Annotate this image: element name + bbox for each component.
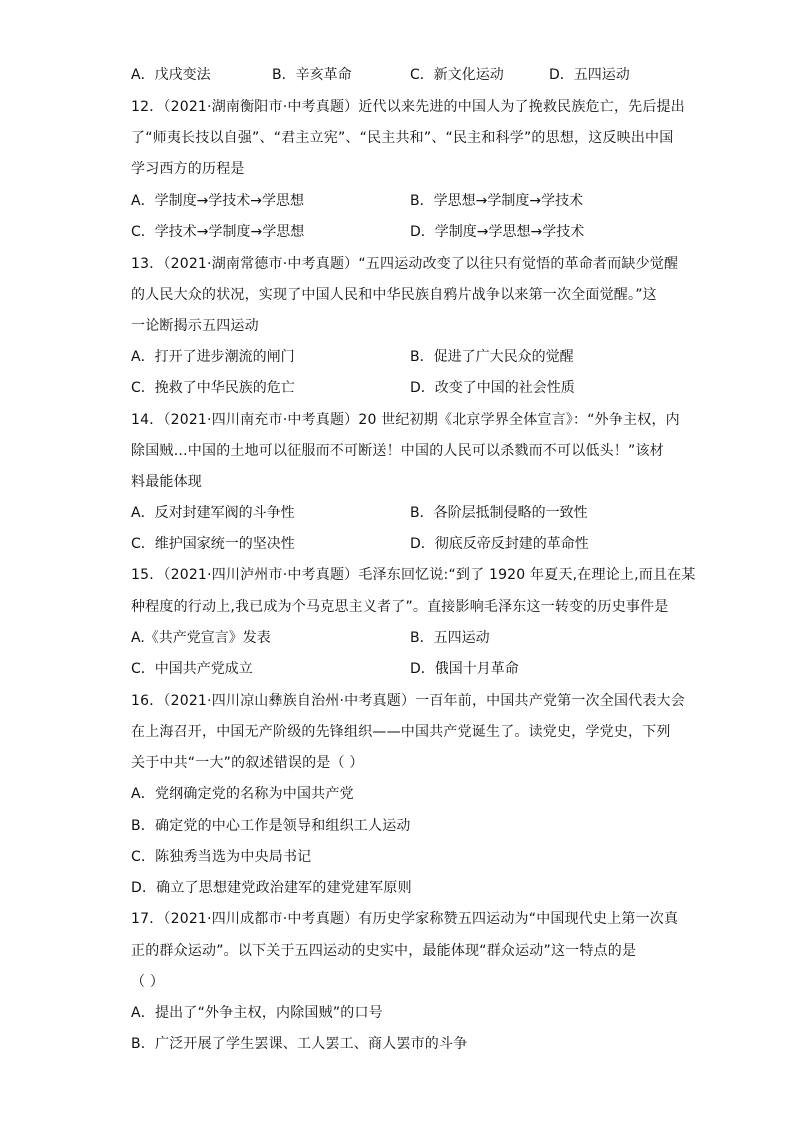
q12-option-c[interactable]: C．学技术→学制度→学思想 [131,224,305,240]
q17-stem-line-2: 正的群众运动”。以下关于五四运动的史实中，最能体现“群众运动”这一特点的是 [131,943,637,959]
q11-options [131,64,651,86]
q16-stem-line-1: 16．（2021·四川凉山彝族自治州·中考真题）一百年前，中国共产党第一次全国代表大会 [131,693,685,709]
q17-stem-line-3: （ ） [131,974,165,990]
q15-options-row-1 [131,627,651,649]
q12-option-a[interactable]: A．学制度→学技术→学思想 [131,193,305,209]
q16-stem-line-2: 在上海召开，中国无产阶级的先锋组织——中国共产党诞生了。读党史，学党史，下列 [131,724,671,740]
q14-stem-line-2: 除国贼…中国的土地可以征服而不可断送！中国的人民可以杀戮而不可以低头！”该材 [131,443,664,459]
q17-option-a[interactable]: A．提出了“外争主权，内除国贼”的口号 [131,1005,383,1021]
q14-stem-line-3: 料最能体现 [131,474,202,490]
q15-options-row-2 [131,658,651,680]
q16-stem-line-3: 关于中共“一大”的叙述错误的是（ ） [131,755,364,771]
q14-option-a[interactable]: A．反对封建军阀的斗争性 [131,505,295,521]
q15-stem-line-1: 15．（2021·四川泸州市·中考真题）毛泽东回忆说:“到了 1920 年夏天,在理论上,而且在某 [131,567,696,583]
q15-option-d[interactable]: D．俄国十月革命 [410,661,519,677]
q13-option-b[interactable]: B．促进了广大民众的觉醒 [410,349,574,365]
q13-options-row-2 [131,377,651,399]
q11-option-a[interactable]: A．戊戌变法 [131,67,211,83]
q12-options-row-2 [131,221,651,243]
q13-stem-line-3: 一论断揭示五四运动 [131,318,259,334]
q17-stem-line-1: 17．（2021·四川成都市·中考真题）有历史学家称赞五四运动为“中国现代史上第一次真 [131,911,679,927]
q15-option-a[interactable]: A.《共产党宣言》发表 [131,630,271,646]
q13-option-a[interactable]: A．打开了进步潮流的闸门 [131,349,295,365]
q16-option-b[interactable]: B．确定党的中心工作是领导和组织工人运动 [131,818,411,834]
q16-option-d[interactable]: D．确立了思想建党政治建军的建党建军原则 [131,880,412,896]
q16-option-c[interactable]: C．陈独秀当选为中央局书记 [131,849,312,865]
q11-option-c[interactable]: C．新文化运动 [410,67,504,83]
q12-stem-line-3: 学习西方的历程是 [131,161,245,177]
q13-option-c[interactable]: C．挽救了中华民族的危亡 [131,380,295,396]
q14-option-d[interactable]: D．彻底反帝反封建的革命性 [410,536,589,552]
q14-options-row-2 [131,533,651,555]
q14-options-row-1 [131,502,651,524]
q12-options-row-1 [131,190,651,212]
q15-option-b[interactable]: B．五四运动 [410,630,490,646]
q12-option-d[interactable]: D．学制度→学思想→学技术 [410,224,585,240]
q13-stem-line-1: 13．（2021·湖南常德市·中考真题）“五四运动改变了以往只有觉悟的革命者而缺少觉醒 [131,256,679,272]
q11-option-d[interactable]: D．五四运动 [549,67,630,83]
q16-option-a[interactable]: A．党纲确定党的名称为中国共产党 [131,786,354,802]
q12-option-b[interactable]: B．学思想→学制度→学技术 [410,193,584,209]
q12-stem-line-2: 了“师夷长技以自强”、“君主立宪”、“民主共和”、“民主和科学”的思想，这反映出中国 [131,130,674,146]
q13-options-row-1 [131,346,651,368]
q17-option-b[interactable]: B．广泛开展了学生罢课、工人罢工、商人罢市的斗争 [131,1036,468,1052]
q15-option-c[interactable]: C．中国共产党成立 [131,661,253,677]
q15-stem-line-2: 种程度的行动上,我已成为个马克思主义者了”。直接影响毛泽东这一转变的历史事件是 [131,599,669,615]
q13-option-d[interactable]: D．改变了中国的社会性质 [410,380,575,396]
q14-stem-line-1: 14．（2021·四川南充市·中考真题）20 世纪初期《北京学界全体宣言》：“外争主权，内 [131,412,680,428]
q13-stem-line-2: 的人民大众的状况，实现了中国人民和中华民族自鸦片战争以来第一次全面觉醒。”这 [131,287,657,303]
q11-option-b[interactable]: B．辛亥革命 [272,67,352,83]
q14-option-b[interactable]: B．各阶层抵制侵略的一致性 [410,505,588,521]
q12-stem-line-1: 12．（2021·湖南衡阳市·中考真题）近代以来先进的中国人为了挽救民族危亡，先后提出 [131,99,685,115]
q14-option-c[interactable]: C．维护国家统一的坚决性 [131,536,295,552]
